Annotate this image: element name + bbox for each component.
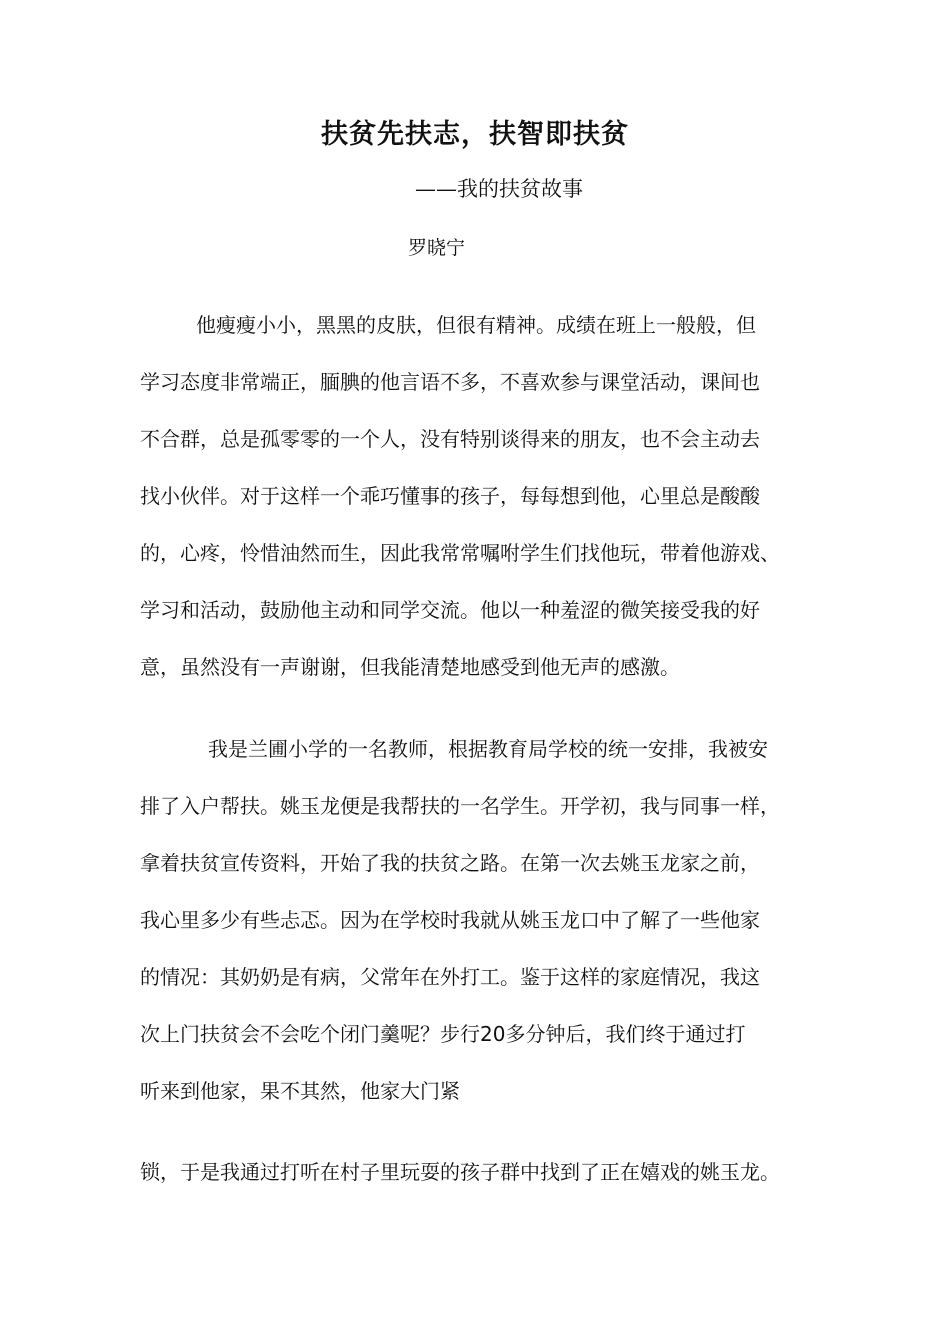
paragraph-line: 我心里多少有些忐忑。因为在学校时我就从姚玉龙口中了解了一些他家 [140, 908, 760, 932]
paragraph-line: 我是兰圃小学的一名教师，根据教育局学校的统一安排，我被安 [208, 737, 768, 761]
paragraph-line: 不合群，总是孤零零的一个人，没有特别谈得来的朋友，也不会主动去 [140, 427, 760, 451]
paragraph-line: 锁，于是我通过打听在村子里玩耍的孩子群中找到了正在嬉戏的姚玉龙。 [140, 1160, 780, 1184]
paragraph-line: 学习和活动，鼓励他主动和同学交流。他以一种羞涩的微笑接受我的好 [140, 598, 760, 622]
paragraph-line: 找小伙伴。对于这样一个乖巧懂事的孩子，每每想到他，心里总是酸酸 [140, 484, 760, 508]
paragraph-line: 拿着扶贫宣传资料，开始了我的扶贫之路。在第一次去姚玉龙家之前， [140, 851, 760, 875]
author-name: 罗晓宁 [408, 237, 466, 259]
page-subtitle: ——我的扶贫故事 [415, 177, 583, 201]
paragraph-line: 意，虽然没有一声谢谢，但我能清楚地感受到他无声的感激。 [140, 655, 680, 679]
paragraph-line: 学习态度非常端正，腼腆的他言语不多，不喜欢参与课堂活动，课间也 [140, 370, 760, 394]
paragraph-line: 排了入户帮扶。姚玉龙便是我帮扶的一名学生。开学初，我与同事一样， [140, 794, 780, 818]
paragraph-line: 听来到他家，果不其然，他家大门紧 [140, 1079, 460, 1103]
paragraph-line: 次上门扶贫会不会吃个闭门羹呢？步行20多分钟后，我们终于通过打 [140, 1022, 746, 1046]
paragraph-line: 的情况：其奶奶是有病，父常年在外打工。鉴于这样的家庭情况，我这 [140, 965, 760, 989]
page-title: 扶贫先扶志，扶智即扶贫 [321, 119, 629, 150]
paragraph-line: 的，心疼，怜惜油然而生，因此我常常嘱咐学生们找他玩，带着他游戏、 [140, 541, 780, 565]
paragraph-line: 他瘦瘦小小，黑黑的皮肤，但很有精神。成绩在班上一般般，但 [196, 313, 756, 337]
